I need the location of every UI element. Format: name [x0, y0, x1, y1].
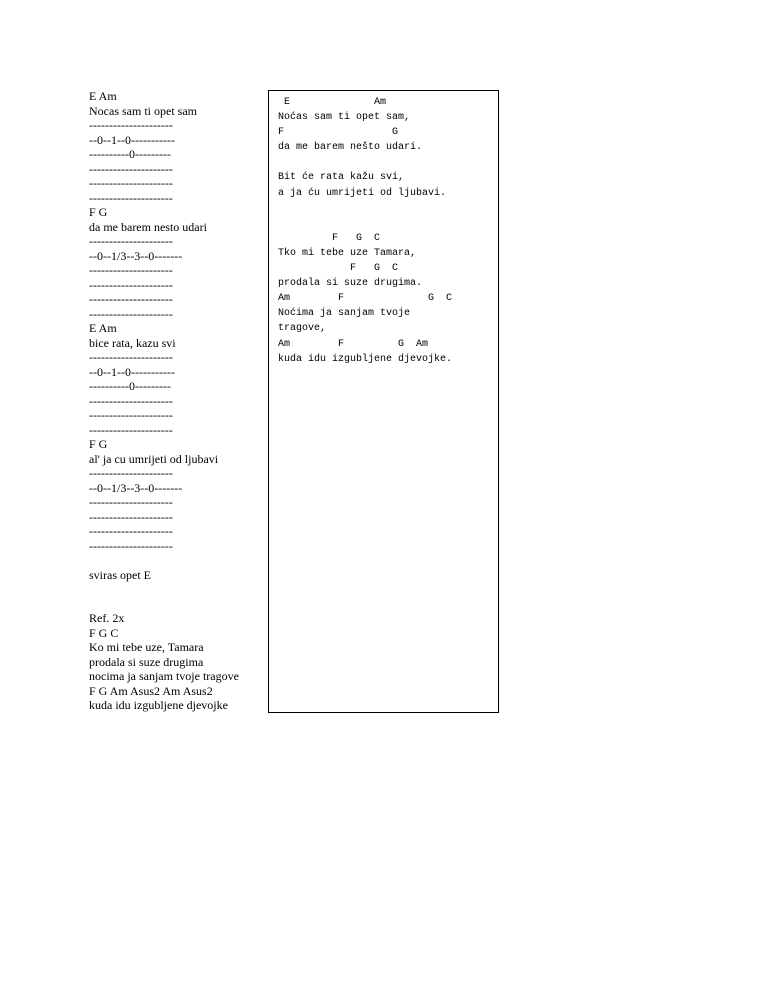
blank-line [89, 582, 264, 597]
chord-line: F G [89, 205, 108, 219]
lyric-line: a ja ću umrijeti od ljubavi. [278, 187, 447, 199]
tab-line: --------------------- [89, 538, 173, 553]
lyric-line: da me barem nesto udari [89, 219, 207, 234]
tab-line: --------------------- [89, 190, 173, 205]
chord-line: E Am [89, 89, 117, 103]
chord-line: F G Am Asus2 Am Asus2 [89, 683, 213, 698]
blank-line [89, 553, 264, 568]
blank-line [89, 597, 264, 612]
lyric-line: al' ja cu umrijeti od ljubavi [89, 451, 219, 466]
lyric-line: Noćas sam ti opet sam, [278, 112, 411, 124]
tab-line: --------------------- [89, 292, 173, 306]
lyric-line: nocima ja sanjam tvoje tragove [89, 669, 239, 683]
chord-line: F G C [278, 263, 399, 275]
lyric-line: prodala si suze drugima. [278, 278, 423, 290]
lyric-line: prodala si suze drugima [89, 654, 204, 669]
tab-line: --------------------- [89, 422, 173, 437]
tab-line: --------------------- [89, 350, 173, 364]
tab-line: --------------------- [89, 176, 173, 190]
tab-line: --------------------- [89, 393, 173, 408]
tab-line: --------------------- [89, 161, 173, 176]
tab-line: --------------------- [89, 509, 173, 524]
tab-line: --0--1/3--3--0------- [89, 480, 183, 495]
lyric-line: Ko mi tebe uze, Tamara [89, 640, 204, 654]
lyric-line: bice rata, kazu svi [89, 335, 176, 350]
tab-line: --------------------- [89, 306, 173, 321]
tab-line: --0--1/3--3--0------- [89, 248, 183, 263]
chord-line: Am F G C [278, 293, 453, 305]
tab-line: --------------------- [89, 277, 173, 292]
tab-line: --------------------- [89, 118, 173, 132]
tab-line: --------------------- [89, 524, 173, 538]
tab-line: ----------0--------- [89, 379, 171, 393]
lyric-line: kuda idu izgubljene djevojke. [278, 353, 453, 365]
chord-line: F G [89, 437, 108, 451]
lyric-line: tragove, [278, 323, 327, 335]
chord-line: F G C [278, 232, 381, 244]
tab-line: --0--1--0----------- [89, 364, 175, 379]
tab-line: --0--1--0----------- [89, 132, 175, 147]
refrain-label: Ref. 2x [89, 611, 125, 625]
tab-line: --------------------- [89, 408, 173, 422]
lyric-line: da me barem nešto udari. [278, 142, 423, 154]
blank-line [278, 201, 452, 216]
tab-line: --------------------- [89, 234, 173, 248]
chord-sheet-box [268, 90, 499, 713]
lyric-line: Nocas sam ti opet sam [89, 103, 197, 118]
chord-line: E Am [89, 321, 117, 335]
note-line: sviras opet E [89, 567, 151, 582]
tab-line: --------------------- [89, 466, 173, 480]
lyric-line: Tko mi tebe uze Tamara, [278, 247, 417, 259]
tab-line: ----------0--------- [89, 147, 171, 161]
lyric-line: Bit će rata kažu svi, [278, 172, 405, 184]
chord-sheet-left-column [89, 89, 264, 713]
chord-line: F G [278, 127, 399, 139]
chord-line: Am F G Am [278, 338, 429, 350]
tab-line: --------------------- [89, 263, 173, 277]
tab-line: --------------------- [89, 495, 173, 509]
chord-line: E Am [278, 97, 387, 108]
chord-sheet-box-content [278, 95, 452, 367]
chord-line: F G C [89, 625, 119, 640]
lyric-line: kuda idu izgubljene djevojke [89, 698, 228, 712]
lyric-line: Noćima ja sanjam tvoje [278, 308, 411, 320]
blank-line [278, 155, 452, 170]
blank-line [278, 216, 452, 231]
